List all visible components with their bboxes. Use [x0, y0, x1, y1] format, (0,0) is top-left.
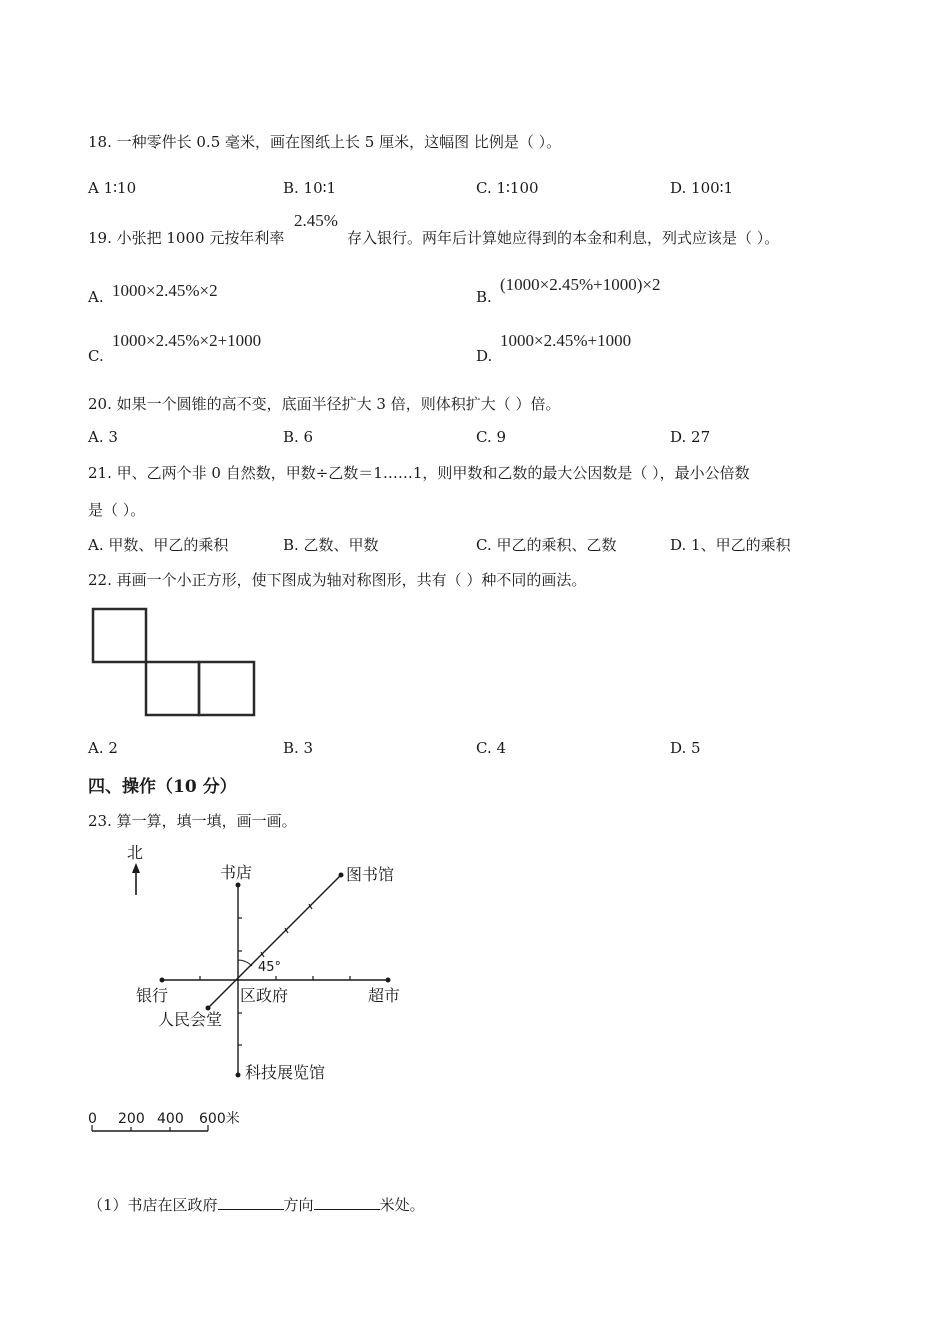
scale-label-200: 200 — [118, 1111, 145, 1127]
q20-stem: 20. 如果一个圆锥的高不变，底面半径扩大 3 倍，则体积扩大（ ）倍。 — [88, 395, 561, 413]
museum-label: 科技展览馆 — [245, 1063, 326, 1082]
q18-option-a[interactable]: A 1∶10 — [88, 179, 137, 197]
q20-option-a[interactable]: A. 3 — [88, 428, 118, 446]
north-label: 北 — [127, 843, 144, 862]
q19-option-c-label[interactable]: C. — [88, 347, 104, 365]
q21-stem-line1: 21. 甲、乙两个非 0 自然数，甲数÷乙数＝1……1，则甲数和乙数的最大公因数是（ ），最小公倍数 — [88, 464, 750, 482]
q20-option-c[interactable]: C. 9 — [476, 428, 507, 446]
q19-option-b-label[interactable]: B. — [476, 288, 492, 306]
supermarket-label: 超市 — [368, 986, 401, 1005]
bookstore-point — [236, 883, 241, 888]
q19-option-a-expr: 1000×2.45%×2 — [112, 281, 218, 300]
q22-option-a[interactable]: A. 2 — [88, 739, 118, 757]
hall-label: 人民会堂 — [158, 1010, 223, 1029]
district-gov-label: 区政府 — [240, 986, 289, 1005]
q21-option-c[interactable]: C. 甲乙的乘积、乙数 — [476, 536, 617, 554]
square-bottom-middle — [146, 662, 199, 715]
q21-option-b[interactable]: B. 乙数、甲数 — [283, 536, 379, 554]
scale-label-0: 0 — [88, 1111, 97, 1127]
q23-stem: 23. 算一算，填一填，画一画。 — [88, 812, 297, 830]
q21-stem-line2: 是（ ）。 — [88, 501, 146, 519]
q23-sub1-distance-blank[interactable] — [314, 1195, 380, 1210]
q19-stem-pre: 19. 小张把 1000 元按年利率 — [88, 229, 285, 247]
q18-option-c[interactable]: C. 1∶100 — [476, 179, 539, 197]
q23-sub1-direction-blank[interactable] — [218, 1195, 284, 1210]
q22-option-d[interactable]: D. 5 — [670, 739, 701, 757]
q18-option-b[interactable]: B. 10∶1 — [283, 179, 337, 197]
q20-option-b[interactable]: B. 6 — [283, 428, 314, 446]
q19-option-d-label[interactable]: D. — [476, 347, 493, 365]
square-bottom-right — [199, 662, 254, 715]
q23-sub1 — [88, 1195, 425, 1215]
section-title: 四、操作（10 分） — [88, 777, 237, 797]
q19-option-d-expr: 1000×2.45%+1000 — [500, 331, 632, 350]
bookstore-label: 书店 — [220, 863, 253, 882]
q19-rate: 2.45% — [294, 211, 338, 230]
angle-arc — [238, 960, 252, 966]
q18-option-d[interactable]: D. 100∶1 — [670, 179, 734, 197]
q19-option-a-label[interactable]: A. — [88, 288, 104, 306]
q22-option-b[interactable]: B. 3 — [283, 739, 314, 757]
scale-label-600: 600米 — [199, 1111, 240, 1127]
north-arrowhead-icon — [132, 863, 140, 873]
q19-option-c-expr: 1000×2.45%×2+1000 — [112, 331, 262, 350]
q20-option-d[interactable]: D. 27 — [670, 428, 711, 446]
q19-stem-post: 存入银行。两年后计算她应得到的本金和利息，列式应该是（ ）。 — [347, 229, 780, 247]
q23-sub1-text-c: 米处。 — [379, 1196, 425, 1214]
square-top-left — [93, 609, 146, 662]
museum-point — [236, 1073, 241, 1078]
q18-stem: 18. 一种零件长 0.5 毫米，画在图纸上长 5 厘米，这幅图 比例是（ ）。 — [88, 133, 562, 151]
q23-sub1-text-a: （1）书店在区政府 — [88, 1196, 218, 1214]
q23-map — [80, 835, 440, 1140]
bank-point — [160, 978, 165, 983]
q21-option-a[interactable]: A. 甲数、甲乙的乘积 — [88, 536, 229, 554]
q19-option-b-expr: (1000×2.45%+1000)×2 — [500, 275, 661, 294]
angle-label: 45° — [258, 960, 282, 975]
supermarket-point — [386, 978, 391, 983]
q23-sub1-text-b: 方向 — [283, 1196, 314, 1214]
q22-option-c[interactable]: C. 4 — [476, 739, 507, 757]
library-point — [339, 873, 344, 878]
q22-stem: 22. 再画一个小正方形，使下图成为轴对称图形，共有（ ）种不同的画法。 — [88, 571, 587, 589]
library-label: 图书馆 — [346, 865, 395, 884]
q22-squares-figure — [88, 604, 263, 724]
scale-label-400: 400 — [157, 1111, 184, 1127]
q21-option-d[interactable]: D. 1、甲乙的乘积 — [670, 536, 791, 554]
bank-label: 银行 — [136, 986, 169, 1005]
